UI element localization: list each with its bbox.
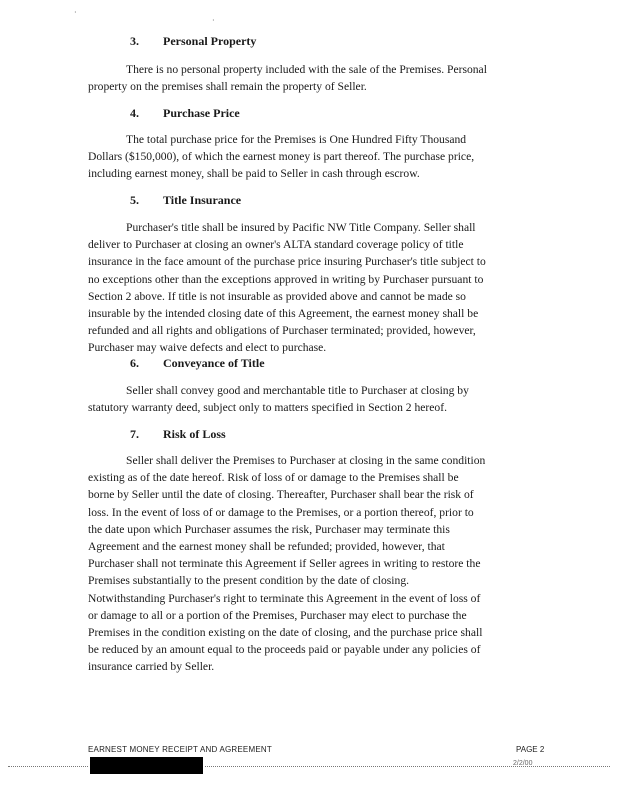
- paragraph-line: There is no personal property included with the sale of the Premises. Personal: [126, 63, 487, 76]
- paragraph-line: insurance carried by Seller.: [88, 660, 215, 674]
- footer-date: 2/2/00: [513, 760, 533, 767]
- section-4-heading: [130, 106, 240, 121]
- paragraph-line: deliver to Purchaser at closing an owner's ALTA standard coverage policy of title: [88, 238, 464, 252]
- paragraph-line: existing as of the date hereof. Risk of loss of or damage to the Premises shall be: [88, 471, 459, 485]
- scan-speck: ·: [212, 16, 215, 25]
- section-number: 6.: [130, 356, 139, 370]
- paragraph-line: Agreement and the earnest money shall be refunded; provided, however, that: [88, 540, 445, 554]
- section-number: 4.: [130, 106, 139, 120]
- paragraph-line: Notwithstanding Purchaser's right to terminate this Agreement in the event of loss of: [88, 591, 481, 605]
- section-6-paragraph: [88, 382, 543, 416]
- paragraph-line: insurable by the intended closing date of this Agreement, the earnest money shall be: [88, 307, 479, 321]
- paragraph-line: or damage to all or a portion of the Premises, Purchaser may elect to purchase the: [88, 608, 467, 622]
- section-7-paragraph: [88, 452, 543, 676]
- footer-document-title: EARNEST MONEY RECEIPT AND AGREEMENT: [88, 745, 272, 754]
- redaction-bar: [90, 757, 203, 774]
- section-title: Risk of Loss: [163, 427, 226, 441]
- paragraph-line: Purchaser shall not terminate this Agreement if Seller agrees in writing to restore the: [88, 557, 481, 571]
- section-3-heading: [130, 34, 256, 49]
- paragraph-line: be reduced by an amount equal to the proceeds paid or payable under any policies of: [88, 643, 481, 657]
- paragraph-line: Purchaser may waive defects and elect to purchase.: [88, 341, 327, 355]
- paragraph-line: Seller shall deliver the Premises to Purchaser at closing in the same condition: [126, 454, 486, 467]
- paragraph-line: Purchaser's title shall be insured by Pacific NW Title Company. Seller shall: [126, 221, 476, 234]
- paragraph-line: statutory warranty deed, subject only to matters specified in Section 2 hereof.: [88, 401, 447, 415]
- scan-speck: ·: [74, 8, 77, 17]
- footer-dotted-rule: [205, 766, 610, 767]
- paragraph-line: Section 2 above. If title is not insurable as provided above and cannot be made so: [88, 289, 466, 303]
- section-title: Conveyance of Title: [163, 356, 265, 370]
- paragraph-line: Premises substantially to the present condition by the date of closing.: [88, 574, 410, 588]
- section-3-paragraph: [88, 61, 543, 95]
- section-7-heading: [130, 427, 226, 442]
- paragraph-line: no exceptions other than the exceptions approved in writing by Purchaser pursuant to: [88, 272, 484, 286]
- section-title: Personal Property: [163, 34, 257, 48]
- paragraph-line: insurance in the face amount of the purchase price insuring Purchaser's title subject to: [88, 255, 486, 269]
- footer-page-number: PAGE 2: [516, 745, 545, 754]
- paragraph-line: refunded and all rights and obligations of Purchaser terminated; provided, however,: [88, 324, 476, 338]
- paragraph-line: Seller shall convey good and merchantable title to Purchaser at closing by: [126, 384, 469, 397]
- paragraph-line: The total purchase price for the Premises is One Hundred Fifty Thousand: [126, 133, 467, 146]
- footer-dotted-rule: [8, 766, 88, 767]
- section-title: Title Insurance: [163, 193, 242, 207]
- section-4-paragraph: [88, 131, 543, 183]
- paragraph-line: the date upon which Purchaser assumes the risk, Purchaser may terminate this: [88, 522, 450, 536]
- section-number: 3.: [130, 34, 139, 48]
- paragraph-line: Dollars ($150,000), of which the earnest money is part thereof. The purchase price,: [88, 150, 475, 164]
- paragraph-line: including earnest money, shall be paid to Seller in cash through escrow.: [88, 167, 420, 181]
- section-title: Purchase Price: [163, 106, 240, 120]
- section-5-heading: [130, 193, 241, 208]
- paragraph-line: Premises in the condition existing on the date of closing, and the purchase price shall: [88, 626, 483, 640]
- section-number: 7.: [130, 427, 139, 441]
- section-number: 5.: [130, 193, 139, 207]
- section-5-paragraph: [88, 219, 543, 357]
- paragraph-line: loss. In the event of loss of or damage to the Premises, or a portion thereof, prior to: [88, 505, 474, 519]
- paragraph-line: property on the premises shall remain the property of Seller.: [88, 80, 367, 94]
- paragraph-line: borne by Seller until the date of closing. Thereafter, Purchaser shall bear the risk of: [88, 488, 474, 502]
- section-6-heading: [130, 356, 265, 371]
